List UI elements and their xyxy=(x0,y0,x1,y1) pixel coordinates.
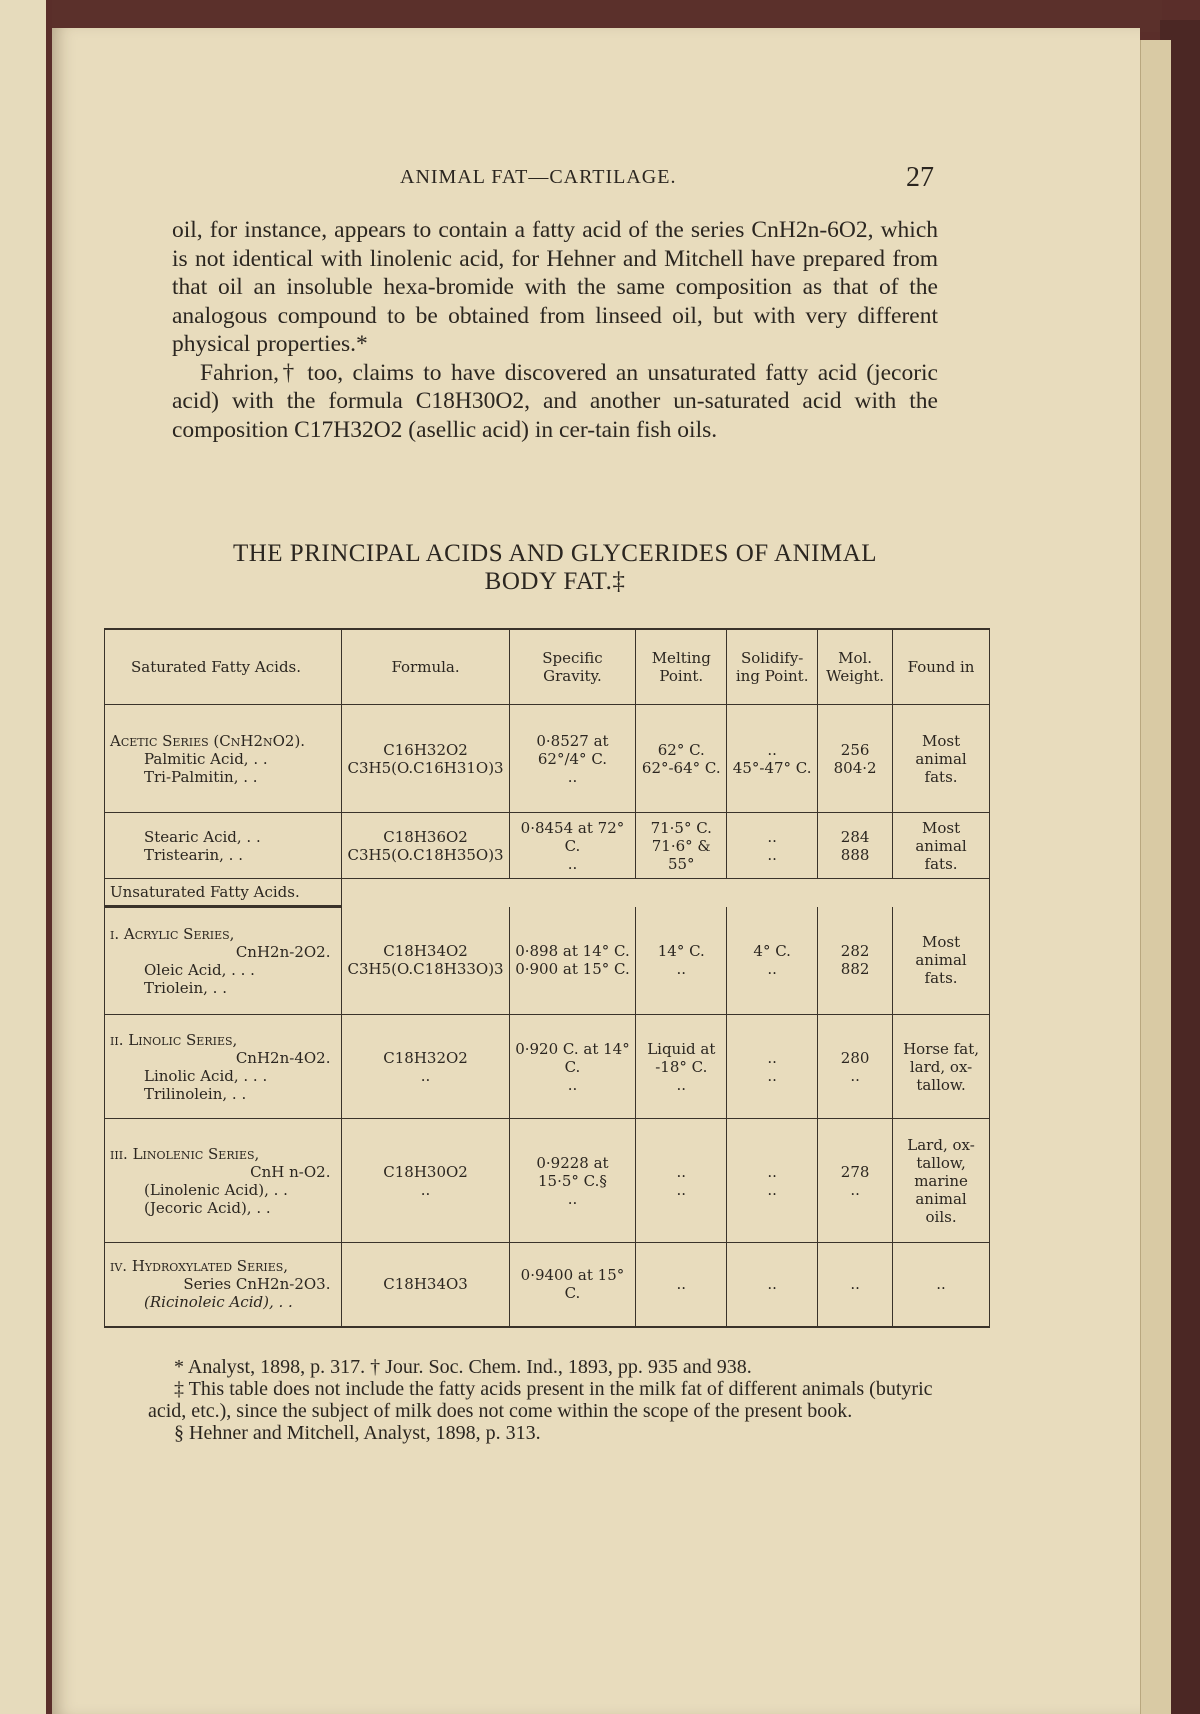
acid-name: (Ricinoleic Acid), . . xyxy=(144,1293,293,1312)
weight-value: 282 xyxy=(840,942,870,961)
melting-cell: .. xyxy=(636,1243,727,1327)
melting-value: 62°-64° C. xyxy=(641,758,721,777)
melting-cell xyxy=(636,705,727,813)
acids-glycerides-table xyxy=(104,628,990,1328)
acid-name-cell xyxy=(105,907,342,1015)
series-formula: CnH n-O2. xyxy=(250,1162,331,1181)
weight-value: 882 xyxy=(840,960,870,979)
found-in-cell: Horse fat, lard, ox-tallow. xyxy=(893,1015,990,1119)
melting-cell xyxy=(636,907,727,1015)
glyceride-name: (Jecoric Acid), . . xyxy=(144,1198,271,1217)
gravity-value: .. xyxy=(567,854,578,873)
formula-value: .. xyxy=(420,1066,431,1085)
gravity-value: 0·920 C. at 14° C. xyxy=(515,1039,630,1076)
gravity-value: 0·900 at 15° C. xyxy=(515,960,630,979)
solidifying-value: .. xyxy=(767,1180,777,1199)
solidifying-cell xyxy=(727,907,818,1015)
gravity-cell xyxy=(509,813,636,879)
solidifying-value: .. xyxy=(767,1066,777,1085)
formula-value: .. xyxy=(420,1180,431,1199)
weight-value: .. xyxy=(850,1180,860,1199)
table-row xyxy=(105,1119,990,1243)
formula-cell xyxy=(342,1015,509,1119)
acid-name-cell xyxy=(105,1119,342,1243)
gravity-value: 0·8454 at 72° C. xyxy=(520,818,625,855)
melting-value: .. xyxy=(676,1162,687,1181)
formula-cell xyxy=(342,907,509,1015)
formula-value: C18H36O2 xyxy=(383,827,468,846)
found-in-cell: Most animal fats. xyxy=(893,813,990,879)
col-header-acid: Saturated Fatty Acids. xyxy=(105,629,342,705)
gravity-cell xyxy=(509,1015,636,1119)
acid-name-cell xyxy=(105,1015,342,1119)
gravity-cell: 0·9400 at 15° C. xyxy=(509,1243,636,1327)
footnote-3: § Hehner and Mitchell, Analyst, 1898, p. 313. xyxy=(174,1422,541,1444)
glyceride-name: Tristearin, . . xyxy=(144,845,243,864)
acid-name-cell xyxy=(105,705,342,813)
footnote-1: * Analyst, 1898, p. 317. † Jour. Soc. Chem. Ind., 1893, pp. 935 and 938. xyxy=(174,1356,752,1378)
solidifying-cell xyxy=(727,705,818,813)
running-head: ANIMAL FAT—CARTILAGE. xyxy=(400,166,677,188)
weight-cell xyxy=(818,1119,893,1243)
acid-name: Oleic Acid, . . . xyxy=(144,961,255,979)
solidifying-cell xyxy=(727,813,818,879)
series-formula: CnH2n-4O2. xyxy=(235,1048,331,1067)
found-in-cell: Most animal fats. xyxy=(893,907,990,1015)
melting-value: Liquid at -18° C. xyxy=(647,1039,716,1076)
gravity-value: .. xyxy=(567,1189,578,1208)
acid-name-cell xyxy=(105,1243,342,1327)
melting-value: .. xyxy=(676,960,687,979)
table-header-row xyxy=(105,629,990,705)
left-page-edge xyxy=(0,0,46,1714)
weight-value: 280 xyxy=(840,1048,870,1067)
footnote-2: ‡ This table does not include the fatty acids present in the milk fat of different animals (butyric acid, etc.), since the subject of milk does not come within the scope of the present book. xyxy=(148,1378,933,1422)
series-formula: Series CnH2n-2O3. xyxy=(183,1275,331,1294)
found-in-cell: Lard, ox-tallow, marine animal oils. xyxy=(893,1119,990,1243)
solidifying-value: .. xyxy=(767,1162,777,1181)
melting-cell xyxy=(636,1119,727,1243)
solidifying-value: .. xyxy=(767,845,777,864)
gravity-value: 0·898 at 14° C. xyxy=(515,942,630,961)
gravity-value: 0·8527 at 62°/4° C. xyxy=(536,731,609,768)
weight-value: 888 xyxy=(840,845,870,864)
weight-value: .. xyxy=(850,1066,860,1085)
body-text xyxy=(172,216,938,444)
solidifying-value: .. xyxy=(767,1048,777,1067)
gravity-cell xyxy=(509,907,636,1015)
table-title xyxy=(160,540,950,596)
weight-cell xyxy=(818,1015,893,1119)
series-formula: CnH2n-2O2. xyxy=(235,943,331,961)
formula-value: C18H34O2 xyxy=(383,942,468,961)
solidifying-cell xyxy=(727,1119,818,1243)
weight-value: 278 xyxy=(840,1162,870,1181)
melting-value: 71·5° C. xyxy=(650,818,712,837)
acid-name: Stearic Acid, . . xyxy=(144,827,261,846)
acid-name: (Linolenic Acid), . . xyxy=(144,1180,288,1199)
weight-value: 804·2 xyxy=(833,758,877,777)
page-number: 27 xyxy=(906,162,934,193)
col-header-solidifying: Solidify-ing Point. xyxy=(727,629,818,705)
subheading-row xyxy=(105,879,990,907)
found-in-cell: .. xyxy=(893,1243,990,1327)
solidifying-cell xyxy=(727,1015,818,1119)
table-row xyxy=(105,705,990,813)
found-in-cell: Most animal fats. xyxy=(893,705,990,813)
weight-cell xyxy=(818,705,893,813)
series-label: iv. Hydroxylated Series, xyxy=(110,1257,289,1276)
acid-name: Linolic Acid, . . . xyxy=(144,1066,268,1085)
formula-cell: C18H34O3 xyxy=(342,1243,509,1327)
gravity-cell xyxy=(509,1119,636,1243)
acid-name-cell xyxy=(105,813,342,879)
formula-value: C3H5(O.C18H35O)3 xyxy=(347,845,504,864)
paragraph-2: Fahrion,† too, claims to have discovered an unsaturated fatty acid (jecoric acid) with the formula C18H30O2, and another un-saturated acid with the composition C17H32O2 (asellic acid) in cer-tain fish oils. xyxy=(172,359,938,443)
gravity-value: 0·9228 at 15·5° C.§ xyxy=(536,1153,609,1190)
formula-cell xyxy=(342,1119,509,1243)
melting-value: .. xyxy=(676,1075,687,1094)
melting-value: .. xyxy=(676,1180,687,1199)
weight-value: 284 xyxy=(840,827,870,846)
table-title-line-1: THE PRINCIPAL ACIDS AND GLYCERIDES OF ANIMAL xyxy=(232,540,878,567)
page-edges xyxy=(1140,40,1171,1714)
table-title-line-2: BODY FAT.‡ xyxy=(484,568,626,595)
unsaturated-heading: Unsaturated Fatty Acids. xyxy=(105,879,342,907)
melting-cell xyxy=(636,1015,727,1119)
solidifying-value: .. xyxy=(767,960,777,979)
paragraph-1: oil, for instance, appears to contain a fatty acid of the series CnH2n-6O2, which is not identical with linolenic acid, for Hehner and Mitchell have prepared from that oil an insoluble hexa-bromide with the same composition as that of the analogous compound to be obtained from linseed oil, but with very different physical properties.* xyxy=(172,217,938,357)
col-header-gravity: Specific Gravity. xyxy=(509,629,636,705)
formula-value: C18H30O2 xyxy=(383,1162,468,1181)
formula-cell xyxy=(342,813,509,879)
formula-value: C3H5(O.C16H31O)3 xyxy=(347,758,504,777)
glyceride-name: Tri-Palmitin, . . xyxy=(144,767,258,786)
formula-value: C16H32O2 xyxy=(383,740,468,759)
gravity-value: .. xyxy=(567,767,578,786)
melting-value: 14° C. xyxy=(657,942,705,961)
table-row xyxy=(105,813,990,879)
solidifying-value: 45°-47° C. xyxy=(732,758,812,777)
acid-name: Palmitic Acid, . . xyxy=(144,749,268,768)
formula-value: C3H5(O.C18H33O)3 xyxy=(347,960,504,979)
weight-cell: .. xyxy=(818,1243,893,1327)
weight-cell xyxy=(818,907,893,1015)
glyceride-name: Triolein, . . xyxy=(144,979,227,997)
series-label: iii. Linolenic Series, xyxy=(110,1144,260,1163)
formula-cell xyxy=(342,705,509,813)
col-header-weight: Mol. Weight. xyxy=(818,629,893,705)
series-label: Acetic Series (CnH2nO2). xyxy=(110,731,306,750)
table-row xyxy=(105,1015,990,1119)
solidifying-cell: .. xyxy=(727,1243,818,1327)
melting-value: 71·6° & 55° xyxy=(651,836,711,873)
subheading-spacer xyxy=(342,879,990,907)
series-label: i. Acrylic Series, xyxy=(110,925,235,943)
table-row xyxy=(105,907,990,1015)
col-header-melting: Melting Point. xyxy=(636,629,727,705)
weight-cell xyxy=(818,813,893,879)
formula-value: C18H32O2 xyxy=(383,1048,468,1067)
glyceride-name: Trilinolein, . . xyxy=(144,1084,247,1103)
solidifying-value: .. xyxy=(767,740,777,759)
solidifying-value: .. xyxy=(767,827,777,846)
melting-cell xyxy=(636,813,727,879)
table-row xyxy=(105,1243,990,1327)
gravity-cell xyxy=(509,705,636,813)
melting-value: 62° C. xyxy=(657,740,705,759)
solidifying-value: 4° C. xyxy=(753,942,791,961)
gravity-value: .. xyxy=(567,1075,578,1094)
weight-value: 256 xyxy=(840,740,870,759)
series-label: ii. Linolic Series, xyxy=(110,1030,238,1049)
col-header-formula: Formula. xyxy=(342,629,509,705)
col-header-found: Found in xyxy=(893,629,990,705)
footnotes xyxy=(148,1356,934,1444)
